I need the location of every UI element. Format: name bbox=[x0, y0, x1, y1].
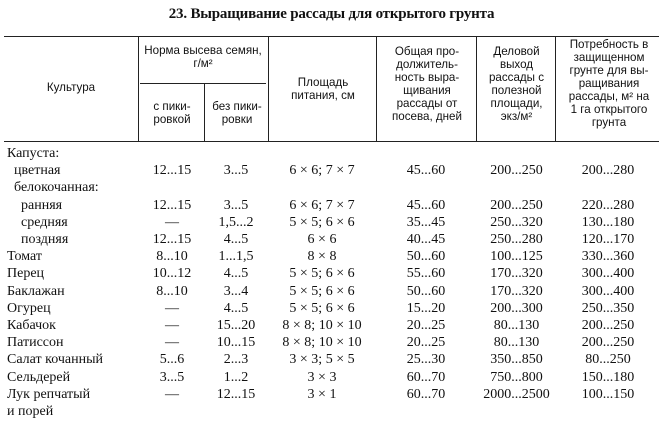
crop-cell: Баклажан bbox=[7, 284, 65, 299]
feeding-area-cell bbox=[270, 180, 374, 196]
output-cell: 350...850 bbox=[490, 352, 543, 367]
without-picking-cell bbox=[206, 146, 266, 162]
without-picking-cell: 1...1,5 bbox=[218, 249, 254, 264]
without-picking-cell bbox=[206, 404, 266, 420]
crop-cell: и порей bbox=[7, 404, 54, 419]
need-cell: 150...180 bbox=[581, 370, 635, 385]
duration-cell: 35...45 bbox=[406, 215, 446, 230]
without-picking-cell: 3...5 bbox=[223, 163, 249, 178]
crop-cell: Лук репчатый bbox=[7, 387, 91, 402]
output-cell: 170...320 bbox=[490, 284, 543, 299]
need-cell: 200...250 bbox=[581, 318, 635, 333]
output-cell bbox=[478, 180, 555, 196]
crop-cell: ранняя bbox=[7, 198, 63, 213]
output-cell: 200...250 bbox=[490, 163, 543, 178]
with-picking-cell: 3...5 bbox=[159, 370, 185, 385]
output-cell: 200...300 bbox=[490, 301, 543, 316]
duration-cell: 15...20 bbox=[406, 301, 446, 316]
crop-cell: Капуста: bbox=[7, 146, 60, 161]
need-cell: 200...280 bbox=[581, 163, 635, 178]
column-divider bbox=[476, 36, 477, 141]
crop-cell: Огурец bbox=[7, 301, 51, 316]
column-divider bbox=[268, 36, 269, 141]
with-picking-cell: 12...15 bbox=[152, 198, 192, 213]
column-divider bbox=[555, 36, 556, 141]
header-feeding-area: Площадь питания, см bbox=[291, 76, 355, 102]
output-cell bbox=[478, 146, 555, 162]
without-picking-cell: 4...5 bbox=[223, 232, 249, 247]
output-cell bbox=[478, 404, 555, 420]
need-cell bbox=[557, 146, 659, 162]
need-cell: 330...360 bbox=[581, 249, 635, 264]
table-top-rule bbox=[4, 36, 659, 37]
feeding-area-cell bbox=[270, 146, 374, 162]
duration-cell: 45...60 bbox=[406, 198, 446, 213]
without-picking-cell: 4...5 bbox=[223, 266, 249, 281]
header-output: Деловой выход рассады с полезной площади, экз/м² bbox=[488, 45, 545, 123]
feeding-area-cell: 5 × 5; 6 × 6 bbox=[289, 301, 355, 316]
feeding-area-cell: 5 × 5; 6 × 6 bbox=[289, 284, 355, 299]
duration-cell: 40...45 bbox=[406, 232, 446, 247]
output-cell: 80...130 bbox=[493, 335, 540, 350]
with-picking-cell: — bbox=[165, 215, 179, 230]
crop-cell: Перец bbox=[7, 266, 45, 281]
with-picking-cell: — bbox=[165, 335, 179, 350]
column-divider bbox=[138, 36, 139, 141]
feeding-area-cell: 5 × 5; 6 × 6 bbox=[289, 215, 355, 230]
column-divider bbox=[376, 36, 377, 141]
output-cell: 170...320 bbox=[490, 266, 543, 281]
crop-cell: Салат кочанный bbox=[7, 352, 103, 367]
duration-cell bbox=[378, 180, 474, 196]
column-divider bbox=[204, 84, 205, 141]
without-picking-cell: 3...4 bbox=[223, 284, 249, 299]
crop-cell: Сельдерей bbox=[7, 370, 71, 385]
need-cell: 200...250 bbox=[581, 335, 635, 350]
output-cell: 100...125 bbox=[490, 249, 543, 264]
need-cell bbox=[557, 180, 659, 196]
feeding-area-cell: 8 × 8; 10 × 10 bbox=[282, 318, 362, 333]
with-picking-cell: 5...6 bbox=[159, 352, 185, 367]
output-cell: 250...280 bbox=[490, 232, 543, 247]
output-cell: 200...250 bbox=[490, 198, 543, 213]
header-duration: Общая про- должитель- ность выра- щивания рассады от посева, дней bbox=[392, 45, 462, 123]
with-picking-cell: 10...12 bbox=[152, 266, 192, 281]
without-picking-cell: 15...20 bbox=[216, 318, 256, 333]
header-without-picking: без пики- ровки bbox=[212, 100, 262, 126]
without-picking-cell: 12...15 bbox=[216, 387, 256, 402]
output-cell: 750...800 bbox=[490, 370, 543, 385]
duration-cell: 50...60 bbox=[406, 284, 446, 299]
feeding-area-cell: 6 × 6; 7 × 7 bbox=[289, 163, 355, 178]
crop-cell: поздняя bbox=[7, 232, 69, 247]
need-cell: 120...170 bbox=[581, 232, 635, 247]
without-picking-cell bbox=[206, 180, 266, 196]
duration-cell: 60...70 bbox=[406, 387, 446, 402]
with-picking-cell: — bbox=[165, 318, 179, 333]
crop-cell: цветная bbox=[7, 163, 61, 178]
crop-cell: белокочанная: bbox=[7, 180, 99, 195]
duration-cell bbox=[378, 404, 474, 420]
duration-cell: 45...60 bbox=[406, 163, 446, 178]
header-sowing-rate: Норма высева семян, г/м² bbox=[144, 44, 262, 70]
table-title: 23. Выращивание рассады для открытого грунта bbox=[168, 6, 495, 22]
crop-cell: средняя bbox=[7, 215, 68, 230]
duration-cell: 50...60 bbox=[406, 249, 446, 264]
feeding-area-cell: 3 × 3 bbox=[307, 370, 337, 385]
feeding-area-cell: 8 × 8; 10 × 10 bbox=[282, 335, 362, 350]
with-picking-cell: — bbox=[165, 301, 179, 316]
feeding-area-cell: 3 × 3; 5 × 5 bbox=[289, 352, 355, 367]
without-picking-cell: 2...3 bbox=[223, 352, 249, 367]
output-cell: 250...320 bbox=[490, 215, 543, 230]
feeding-area-cell: 3 × 1 bbox=[307, 387, 337, 402]
duration-cell: 55...60 bbox=[406, 266, 446, 281]
need-cell: 300...400 bbox=[581, 266, 635, 281]
need-cell: 300...400 bbox=[581, 284, 635, 299]
duration-cell: 20...25 bbox=[406, 318, 446, 333]
header-need: Потребность в защищенном грунте для вы- ращивания рассады, м² на 1 га открытого грунта bbox=[568, 38, 650, 129]
with-picking-cell: 12...15 bbox=[152, 232, 192, 247]
with-picking-cell: 12...15 bbox=[152, 163, 192, 178]
need-cell: 80...250 bbox=[585, 352, 631, 367]
without-picking-cell: 4...5 bbox=[223, 301, 249, 316]
need-cell: 220...280 bbox=[581, 198, 635, 213]
header-crop: Культура bbox=[46, 81, 96, 94]
feeding-area-cell bbox=[270, 404, 374, 420]
without-picking-cell: 1...2 bbox=[223, 370, 249, 385]
crop-cell: Кабачок bbox=[7, 318, 56, 333]
need-cell bbox=[557, 404, 659, 420]
with-picking-cell: — bbox=[165, 387, 179, 402]
duration-cell: 60...70 bbox=[406, 370, 446, 385]
header-with-picking: с пики- ровкой bbox=[153, 100, 191, 126]
crop-cell: Патиссон bbox=[7, 335, 64, 350]
without-picking-cell: 10...15 bbox=[216, 335, 256, 350]
header-bottom-rule bbox=[4, 141, 659, 142]
crop-cell: Томат bbox=[7, 249, 42, 264]
output-cell: 2000...2500 bbox=[483, 387, 550, 402]
duration-cell bbox=[378, 146, 474, 162]
duration-cell: 20...25 bbox=[406, 335, 446, 350]
output-cell: 80...130 bbox=[493, 318, 540, 333]
with-picking-cell bbox=[140, 404, 204, 420]
feeding-area-cell: 5 × 5; 6 × 6 bbox=[289, 266, 355, 281]
feeding-area-cell: 6 × 6 bbox=[307, 232, 337, 247]
feeding-area-cell: 6 × 6; 7 × 7 bbox=[289, 198, 355, 213]
without-picking-cell: 3...5 bbox=[223, 198, 249, 213]
need-cell: 100...150 bbox=[581, 387, 635, 402]
with-picking-cell bbox=[140, 180, 204, 196]
need-cell: 250...350 bbox=[581, 301, 635, 316]
sowing-subheader-rule bbox=[140, 83, 266, 84]
need-cell: 130...180 bbox=[581, 215, 635, 230]
feeding-area-cell: 8 × 8 bbox=[307, 249, 337, 264]
without-picking-cell: 1,5...2 bbox=[218, 215, 254, 230]
with-picking-cell bbox=[140, 146, 204, 162]
with-picking-cell: 8...10 bbox=[156, 284, 188, 299]
duration-cell: 25...30 bbox=[406, 352, 446, 367]
with-picking-cell: 8...10 bbox=[156, 249, 188, 264]
